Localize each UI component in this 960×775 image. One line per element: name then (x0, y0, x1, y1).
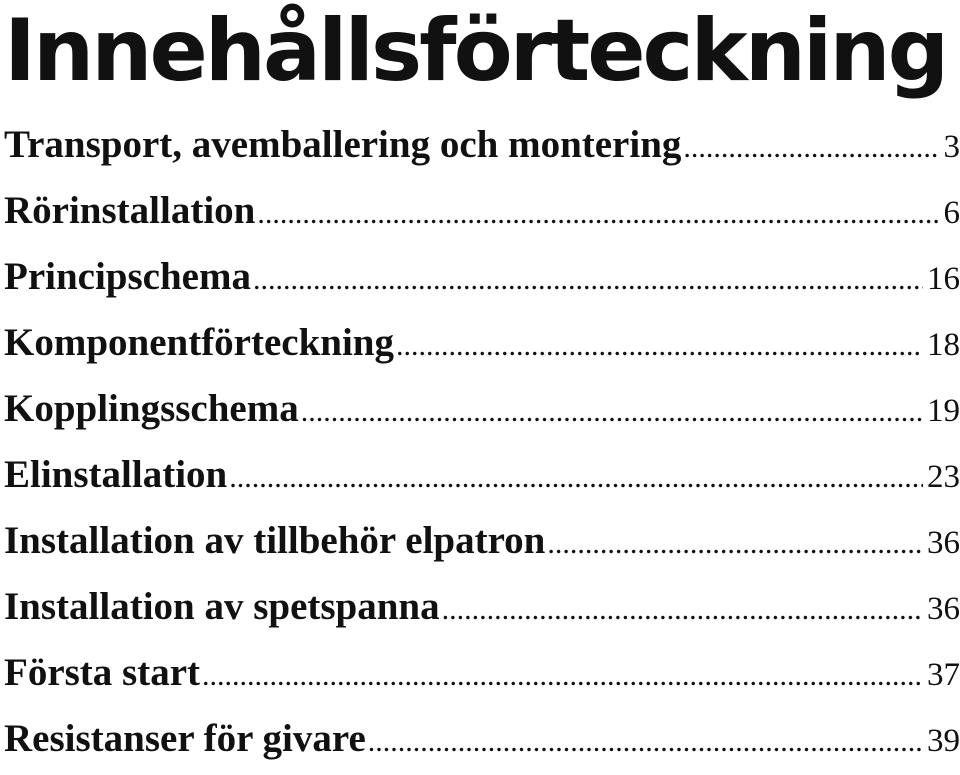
toc-entry-label: Elinstallation (4, 442, 227, 508)
toc-entry (4, 310, 960, 376)
dot-leader (547, 511, 923, 577)
toc-entry-page-number: 23 (927, 444, 960, 510)
toc-entry-label: Installation av spetspanna (4, 574, 440, 640)
toc-entry-page-number: 3 (944, 114, 960, 180)
toc-entry-page-number: 6 (944, 180, 960, 246)
toc-entry (4, 442, 960, 508)
toc-entry (4, 508, 960, 574)
toc-entry-page-number: 19 (927, 378, 960, 444)
toc-entry-page-number: 39 (927, 708, 960, 774)
dot-leader (683, 115, 939, 181)
toc-entry-label: Rörinstallation (4, 178, 255, 244)
toc-entry (4, 178, 960, 244)
toc-entry-page-number: 18 (927, 312, 960, 378)
toc-entry (4, 376, 960, 442)
toc-entry-label: Installation av tillbehör elpatron (4, 508, 545, 574)
toc-entry-label: Resistanser för givare (4, 706, 366, 772)
toc-entry-page-number: 36 (927, 576, 960, 642)
toc-entry-label: Transport, avemballering och montering (4, 112, 681, 178)
toc-entry (4, 706, 960, 772)
page-title: Innehållsförteckning (4, 0, 946, 106)
dot-leader (396, 313, 923, 379)
dot-leader (253, 247, 923, 313)
table-of-contents (4, 112, 960, 772)
toc-entry-page-number: 16 (927, 246, 960, 312)
dot-leader (442, 577, 923, 643)
toc-entry (4, 244, 960, 310)
dot-leader (368, 709, 923, 775)
dot-leader (202, 643, 923, 709)
toc-entry (4, 640, 960, 706)
dot-leader (229, 445, 923, 511)
toc-entry-label: Principschema (4, 244, 251, 310)
toc-entry-page-number: 37 (927, 642, 960, 708)
toc-entry-label: Kopplingsschema (4, 376, 299, 442)
toc-entry-label: Komponentförteckning (4, 310, 394, 376)
toc-entry-page-number: 36 (927, 510, 960, 576)
toc-entry (4, 112, 960, 178)
toc-entry (4, 574, 960, 640)
dot-leader (301, 379, 923, 445)
toc-entry-label: Första start (4, 640, 200, 706)
dot-leader (257, 181, 939, 247)
